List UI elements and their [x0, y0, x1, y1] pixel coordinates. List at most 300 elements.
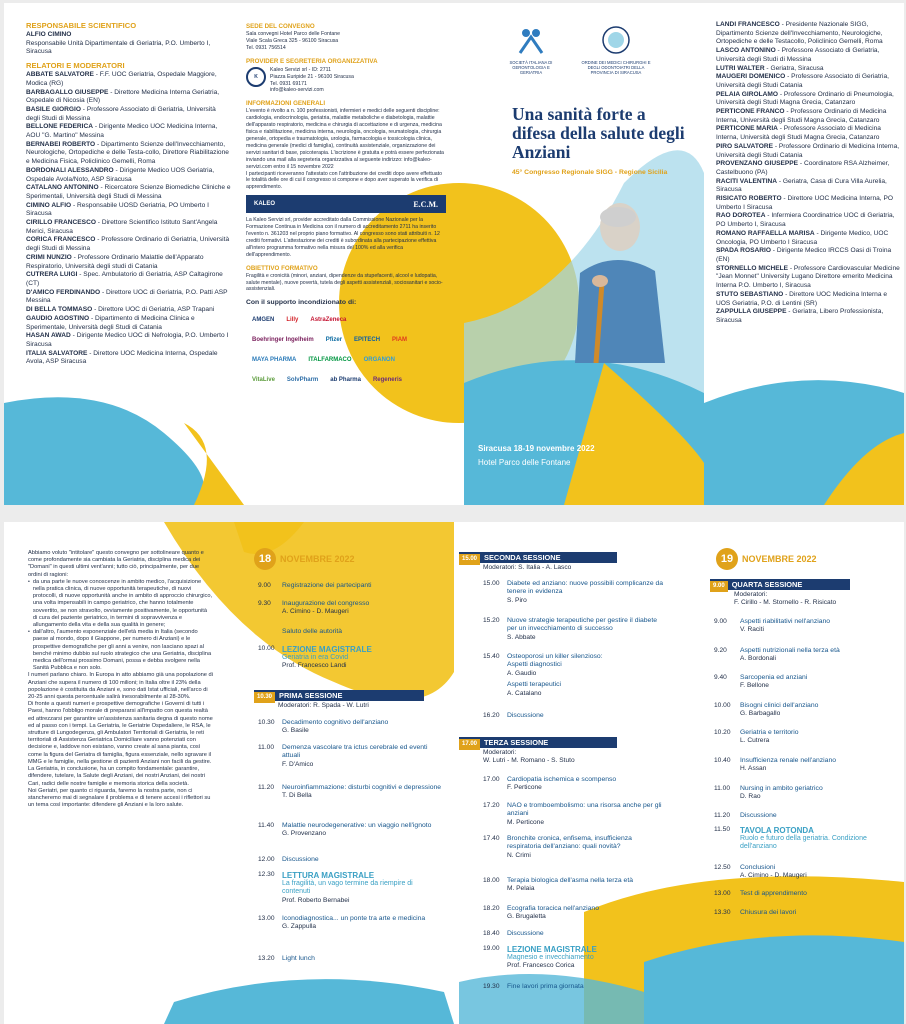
item-time: 19.00: [483, 945, 500, 952]
relatore-desc: - Professore Associato di Geriatria, Università degli Studi di Messina: [26, 105, 216, 122]
item-body: [507, 802, 667, 827]
intro-bullet-1: [28, 579, 213, 629]
item-time: 15.00: [483, 580, 500, 587]
item-body: [740, 785, 890, 802]
session-title: TERZA SESSIONE: [484, 738, 549, 747]
kaleo-label: KALEO: [254, 201, 275, 208]
relatore-desc: - Direttore UOC Medicina Interna, PO Umberto I Siracusa: [716, 195, 893, 211]
provider-line: info@kaleo-servizi.com: [270, 87, 324, 94]
item-speaker: G. Zappulla: [282, 923, 317, 931]
relatore-name: GAUDIO AGOSTINO: [26, 314, 90, 322]
item-body: [507, 930, 667, 938]
cover-dates: Siracusa 18-19 novembre 2022: [478, 444, 595, 453]
item-time: 9.30: [258, 600, 271, 607]
session-title: QUARTA SESSIONE: [731, 580, 803, 589]
relatore-entry: [26, 315, 231, 332]
intro-p3: Di fronte a questi numeri e prospettive demografiche i Governi di tutti i Paesi, hanno l'obbligo morale di prepararsi all'impatto con questa realtà ed attrezzarsi per garantire un'assistenza sanitaria degna di questo nome ed al passo con i tempi. La Geriatria, le Geriatrie Ospedaliere, le RSA, le strutture di Lungodegenza, gli Ambulatori Territoriali di Geriatria, le reti territoriali di Assistenza Geriatrica Domiciliare vanno potenziati con decisione e, laddove non esistano, vanno create al sana pianta, così come la figura del Geriatra di famiglia, figura essenziale, nello sgravare il MMG e le famiglie, nella gestione di pazienti Anziani non facili da gestire.: [28, 701, 213, 765]
item-title: Aspetti riabilitativi nell'anziano: [740, 618, 831, 625]
relatore-name: BERNABEI ROBERTO: [26, 140, 96, 148]
relatore-name: D'AMICO FERDINANDO: [26, 288, 101, 296]
item-speaker: G. Barbagallo: [740, 710, 781, 718]
item-speaker: A. Catalano: [507, 689, 542, 697]
ecm-logo: E.C.M.: [413, 199, 438, 209]
item-title: Insufficienza renale nell'anziano: [740, 757, 837, 764]
item-time: 17.00: [483, 776, 500, 783]
responsabile-desc: Responsabile Unità Dipartimentale di Geriatria, P.O. Umberto I, Siracusa: [26, 39, 211, 56]
relatore-desc: - Professore Ordinario di Medicina Interna, Università degli Studi Magna Grecia, Catanzaro: [716, 108, 887, 124]
intro-bullet-2: [28, 629, 213, 672]
item-time: 9.00: [714, 618, 727, 625]
sponsor-logo: VitaLive: [252, 377, 275, 384]
session-bar: [459, 737, 617, 748]
item-time: 17.40: [483, 835, 500, 842]
item-subtopic: Aspetti diagnostici: [507, 661, 562, 669]
intro-b1: da una parte le nuove conoscenze in ambito medico, l'acquisizione nella pratica clinica, di nuove opportunità terapeutiche, di nuovi protocolli, di nuove opportunità anche in ambito di approccio chirurgico, una volta impensabili in campo geriatrico, che hanno totalmente sovvertito, se non stravolto, ovviamente positivamente, le opportunità di cura del paziente geriatrico, in termini di sopravvivenza e allungamento della vita e della sua qualità in genere;: [32, 578, 213, 629]
item-speaker: F. Bellone: [740, 682, 769, 690]
relatore-entry: [716, 65, 900, 74]
brochure-inside: [4, 522, 904, 1024]
info-column: [246, 23, 446, 505]
relatore-name: PERTICONE MARIA: [716, 125, 778, 133]
obiettivo-heading: OBIETTIVO FORMATIVO: [246, 264, 318, 272]
sede-line: Sala convegni Hotel Parco delle Fontane: [246, 31, 341, 37]
relatore-entry: [716, 47, 900, 64]
day1-month: NOVEMBRE 2022: [280, 554, 355, 564]
item-title: Neuroinfiammazione: disturbi cognitivi e depressione: [282, 784, 442, 791]
sponsor-logo: AMGEN: [252, 317, 275, 324]
item-subtitle: Magnesio e invecchiamento: [507, 954, 594, 961]
relatore-entry: [26, 106, 231, 123]
item-body: [740, 757, 890, 774]
relatore-name: HASAN AWAD: [26, 332, 71, 340]
relatore-name: BASILE GIORGIO: [26, 105, 81, 113]
item-title: Iconodiagnostica... un ponte tra arte e medicina: [282, 915, 426, 922]
day1-num: 18: [254, 548, 276, 570]
relatore-entry: [716, 195, 900, 212]
item-body: [507, 835, 667, 860]
day1-afternoon-column: [459, 522, 674, 1024]
relatore-desc: - Professore Associato di Medicina Interna, Università degli Studi Magna Grecia, Catanzaro: [716, 125, 881, 142]
session-title: SECONDA SESSIONE: [484, 553, 561, 562]
sponsor-logo: ab Pharma: [330, 377, 361, 384]
day1-morning-column: [254, 522, 444, 1024]
item-body: [282, 645, 442, 671]
relatore-name: LASCO ANTONINO: [716, 47, 776, 55]
item-body: [282, 955, 442, 963]
item-body: [282, 915, 442, 932]
item-body: [740, 702, 890, 719]
relatore-desc: - Geriatra, Casa di Cura Villa Aurelia, Siracusa: [716, 177, 887, 194]
item-time: 12.50: [714, 864, 731, 871]
responsabile-name: ALFIO CIMINO: [26, 31, 72, 38]
item-title: LETTURA MAGISTRALE: [282, 871, 375, 880]
item-body: [507, 905, 667, 922]
relatori-list-right: [716, 21, 900, 326]
relatore-desc: - Direttore UOC Medicina Interna, Ospedale Avola, ASP Siracusa: [26, 349, 218, 366]
item-title: Terapia biologica dell'asma nella terza età: [507, 877, 633, 884]
relatore-entry: [716, 212, 900, 229]
relatore-name: CIMINO ALFIO: [26, 201, 72, 209]
item-time: 11.00: [258, 744, 275, 751]
relatore-entry: [26, 202, 231, 219]
relatore-desc: - Dipartimento Scienze dell'Invecchiamento, Neurologiche, Ortopediche e delle Testa-collo, Direttore Riabilitazione e Medicina Fisica, Policlinico Gemelli, Roma: [26, 140, 229, 166]
relatore-desc: - Professore Ordinario Malattie dell'Apparato Respiratorio, Università degli studi di Catania: [26, 253, 204, 270]
relatore-desc: - Presidente Nazionale SIGG, Dipartimento Scienze dell'Invecchiamento, Neurologiche, Ortopediche e delle Testacollo, Policlinico Gemelli, Roma: [716, 21, 883, 46]
relatore-entry: [716, 291, 900, 308]
relatore-entry: [716, 247, 900, 264]
session-moderators-names: F. Cirillo - M. Stornello - R. Risicato: [734, 599, 837, 606]
ordine-seal-icon: [601, 25, 631, 55]
relatore-name: CRIMI NUNZIO: [26, 253, 72, 261]
session-time: 10.30: [254, 692, 275, 703]
relatore-name: CIRILLO FRANCESCO: [26, 219, 96, 227]
cover-venue: Hotel Parco delle Fontane: [478, 458, 571, 467]
intro-b2: dall'altro, l'aumento esponenziale dell'età media in Italia (secondo paese al mondo, dopo il Giappone, per numero di Anziani) e le prospettive demografiche per gli anni a venire, non lasciano spazi al benché minimo dubbio sul ruolo strategico che una Geriatria, disciplina medica dell'ormai prossimo Domani, possa e debba svolgere nella Sanità Pubblica e non solo.: [32, 629, 212, 672]
relatore-entry: [26, 184, 231, 201]
item-body: [507, 617, 667, 642]
relatore-name: PERTICONE FRANCO: [716, 108, 785, 116]
sponsor-logos: [246, 310, 421, 390]
item-body: [740, 647, 890, 664]
item-time: 15.40: [483, 653, 500, 660]
day1-header: [254, 548, 355, 570]
provider-heading: PROVIDER E SEGRETERIA ORGANIZZATIVA: [246, 57, 378, 65]
item-body: [282, 871, 442, 905]
item-time: 11.20: [258, 784, 275, 791]
intro-p2: I numeri parlano chiaro. In Europa in atto abbiamo già una popolazione di Anziani che supera il numero di 100 milioni; in Italia oltre il 23% della popolazione è costituita da Anziani e, sono dati Istat ufficiali, nell'arco di 20-25 anni questa percentuale salirà inesorabilmente al 28-30%.: [28, 672, 213, 701]
item-subtitle: Geriatria in era Covid: [282, 654, 349, 661]
item-time: 10.30: [258, 719, 275, 726]
item-body: [282, 822, 442, 839]
ordine-logo: [576, 25, 656, 75]
sponsor-logo: Lilly: [286, 317, 299, 324]
relatore-name: ROMANO RAFFAELLA MARISA: [716, 229, 815, 237]
intro-column: [28, 550, 213, 1024]
item-title: Inaugurazione del congresso: [282, 600, 370, 607]
cover-subtitle: 45° Congresso Regionale SIGG - Regione Sicilia: [512, 169, 668, 176]
item-body: [507, 983, 667, 991]
relatore-desc: - Direttore UOC di Geriatria, P.O. Patti ASP Messina: [26, 288, 228, 305]
item-title: Aspetti nutrizionali nella terza età: [740, 647, 840, 654]
relatore-entry: [716, 125, 900, 142]
relatore-name: SPADA ROSARIO: [716, 247, 771, 255]
relatore-desc: - Coordinatore RSA Alzheimer, Castelbuono (PA): [716, 160, 890, 176]
relatore-entry: [716, 265, 900, 291]
item-body: [740, 890, 890, 898]
item-body: [507, 776, 667, 793]
sede-line: Tel. 0931 756514: [246, 44, 286, 51]
relatore-name: RACITI VALENTINA: [716, 177, 778, 185]
item-title: Discussione: [282, 856, 319, 863]
relatore-entry: [26, 350, 231, 367]
item-speaker: Prof. Francesco Landi: [282, 662, 347, 670]
item-body: [740, 618, 890, 635]
item-title: Registrazione dei partecipanti: [282, 582, 372, 589]
relatore-entry: [26, 219, 231, 236]
item-title: Discussione: [507, 930, 544, 937]
relatore-desc: - Professore Associato di Geriatria, Università degli Studi di Messina: [716, 47, 880, 63]
item-time: 10.00: [714, 702, 731, 709]
item-title: Nursing in ambito geriatrico: [740, 785, 823, 792]
sponsor-logo: ORGANON: [363, 357, 395, 364]
item-time: 12.00: [258, 856, 275, 863]
relatore-desc: - Professore Ordinario di Geriatria, Università degli Studi di Messina: [26, 236, 230, 253]
relatore-name: PELAIA GIROLAMO: [716, 90, 779, 98]
item-body: [740, 812, 890, 820]
sponsor-logo: AstraZeneca: [310, 317, 347, 324]
item-time: 9.40: [714, 674, 727, 681]
relatore-desc: - Direttore UOC di Geriatria, ASP Trapani: [92, 306, 215, 314]
provider-block: [246, 67, 446, 95]
item-time: 11.50: [714, 826, 731, 833]
relatore-desc: - Infermiera Coordinatrice UOC di Geriatria, PO Umberto I, Siracusa: [716, 212, 895, 229]
relatore-desc: - Professore Associato di Geriatria, Università degli Studi Catania: [716, 73, 889, 89]
session-moderators: Moderatori:: [734, 591, 768, 598]
item-subtitle: La fragilità, un vago termine da riempire di contenuti: [282, 880, 413, 896]
item-body: [740, 826, 890, 852]
item-title: Sarcopenia ed anziani: [740, 674, 808, 681]
provider-line: Kaleo Servizi srl - ID: 2711: [270, 66, 332, 73]
item-title: Diabete ed anziano: nuove possibili complicanze da tenere in evidenza: [507, 580, 664, 596]
item-speaker: F. Perticone: [507, 784, 542, 792]
bullet-icon: •: [28, 578, 30, 585]
item-body: [282, 784, 442, 801]
item-body: [740, 674, 890, 691]
relatore-desc: - Professore Cardiovascular Medicine "Jean Monnet" University Lugano Direttore emerito Medicina Interna P.O. Umberto I, Siracusa: [716, 264, 900, 290]
relatore-desc: - Professore Ordinario di Pneumologia, Università degli Studi Magna Grecia, Catanzaro: [716, 90, 894, 107]
item-body: [282, 600, 442, 617]
relatore-name: BARBAGALLO GIUSEPPE: [26, 88, 109, 96]
session-moderators: Moderatori:: [483, 749, 517, 756]
day2-header: [716, 548, 817, 570]
session-time: 17.00: [459, 739, 480, 750]
sigg-logo-icon: [516, 25, 546, 55]
relatore-entry: [716, 230, 900, 247]
info-text-2: I partecipanti riceveranno l'attestato con l'attribuzione dei crediti dopo avere effettuato le totalità delle ore di cui il congresso si compone e dopo aver superato la verifica di apprendimento.: [246, 170, 442, 191]
item-time: 17.20: [483, 802, 500, 809]
relatore-name: LANDI FRANCESCO: [716, 21, 780, 28]
relatore-name: STUTO SEBASTIANO: [716, 290, 784, 298]
item-body: [507, 653, 667, 698]
item-time: 13.20: [258, 955, 275, 962]
cover-panel: [464, 3, 704, 505]
relatore-entry: [26, 236, 231, 253]
relatore-entry: [716, 178, 900, 195]
item-body: [507, 580, 667, 605]
item-title: LEZIONE MAGISTRALE: [282, 645, 372, 654]
relatore-name: BELLONE FEDERICA: [26, 123, 94, 131]
item-title: NAO e tromboembolismo: una risorsa anche per gli anziani: [507, 802, 662, 818]
relatore-name: RISICATO ROBERTO: [716, 195, 782, 203]
sponsor-logo: PIAM: [392, 337, 408, 344]
item-time: 11.20: [714, 812, 731, 819]
relatore-name: MAUGERI DOMENICO: [716, 73, 786, 81]
relatore-name: DI BELLA TOMMASO: [26, 306, 93, 314]
item-speaker: M. Perticone: [507, 818, 545, 826]
item-body: [507, 712, 667, 720]
sigg-logo: [506, 25, 556, 75]
intro-p1: Abbiamo voluto "intitolare" questo convegno per sottolineare quanto e come profondamente sia cambiata la Geriatria, disciplina medica dei "Domani" in questi ultimi vent'anni; tutto ciò, principalmente, per due ordini di ragioni:: [28, 550, 204, 578]
relatore-name: BORDONALI ALESSANDRO: [26, 166, 114, 174]
cover-title: Una sanità forte a difesa della salute degli Anziani: [512, 104, 685, 162]
relatore-entry: [26, 167, 231, 184]
relatore-entry: [26, 289, 231, 306]
item-time: 10.00: [258, 645, 275, 652]
item-speaker: V. Raciti: [740, 626, 764, 634]
relatore-entry: [716, 108, 900, 125]
relatore-entry: [716, 21, 900, 47]
sponsor-logo: EPITECH: [354, 337, 381, 344]
item-subtopic: Aspetti terapeutici: [507, 681, 562, 689]
item-title: Cardiopatia ischemica e scompenso: [507, 776, 617, 783]
item-body: [740, 909, 890, 917]
item-time: 9.00: [258, 582, 271, 589]
item-time: 19.30: [483, 983, 500, 990]
sigg-label: SOCIETÀ ITALIANA DI GERONTOLOGIA E GERIATRIA: [509, 60, 553, 75]
relatore-desc: - Direttore Scientifico Istituto Sant'Angela Merici, Siracusa: [26, 219, 218, 235]
relatori-list: [26, 71, 231, 367]
relatore-name: STORNELLO MICHELE: [716, 264, 789, 272]
sponsor-logo: MAYA PHARMA: [252, 357, 297, 364]
item-title: Osteoporosi un killer silenzioso:: [507, 653, 603, 660]
item-speaker: G. Provenzano: [282, 830, 326, 838]
item-time: 12.30: [258, 871, 275, 878]
elderly-man-photo: [560, 193, 670, 363]
item-title: Ecografia toracica nell'anziano: [507, 905, 599, 912]
provider-line: Piazza Euripide 21 - 96100 Siracusa: [270, 73, 354, 80]
item-speaker: A. Gaudio: [507, 669, 537, 677]
day2-num: 19: [716, 548, 738, 570]
relatori-column-right: [716, 21, 900, 505]
relatori-column-left: [26, 21, 231, 505]
item-body: [507, 945, 667, 971]
item-title: Fine lavori prima giornata: [507, 983, 584, 990]
item-speaker: A. Cimino - D. Maugeri: [282, 608, 349, 616]
relatore-entry: [26, 254, 231, 271]
relatore-name: CATALANO ANTONINO: [26, 184, 99, 192]
item-time: 18.40: [483, 930, 500, 937]
relatore-entry: [26, 141, 231, 167]
session-moderators: Moderatori: R. Spada - W. Lutri: [278, 702, 369, 709]
item-title: Conclusioni: [740, 864, 776, 871]
item-body: [282, 856, 442, 864]
day2-month: NOVEMBRE 2022: [742, 554, 817, 564]
item-time: 9.20: [714, 647, 727, 654]
item-speaker: M. Pelaia: [507, 885, 535, 893]
relatore-desc: - Geriatra, Siracusa: [764, 64, 824, 72]
item-title: Discussione: [740, 812, 777, 819]
ordine-label: ORDINE DEI MEDICI CHIRURGHI E DEGLI ODONTOIATRI DELLA PROVINCIA DI SIRACUSA: [581, 60, 651, 75]
provider-line: Tel. 0931 69171: [270, 80, 307, 87]
session-bar: [710, 579, 850, 590]
relatore-entry: [716, 73, 900, 90]
item-title: Demenza vascolare tra ictus cerebrale ed eventi attuali: [282, 744, 428, 760]
relatore-name: CUTRERA LUIGI: [26, 271, 78, 279]
info-text: L'evento è rivolto a n. 100 professionisti, infermieri e medici delle seguenti discipline: cardiologia, endocrinologia, geriatria, malattie metaboliche e diabetologia, malattie dell'apparato respiratorio, medicina e chirurgia di accettazione e di urgenza, medicina fisica e riabilitazione, medicina interna, neurologia, oncologia, reumatologia, chirurgia generale, ortopedia e traumatologia, urologia, farmacologia e tossicologia clinica, medicina generale (medici di famiglia), continuità assistenziale, organizzazione dei servizi sanitari di base, psicoterapia. L'iscrizione è gratuita e potrà essere perfezionata inviando una mail alla segreteria organizzativa al seguente indirizzo: info@kaleo-servizi.com entro il 15 novembre 2022: [246, 108, 444, 170]
item-title: Decadimento cognitivo dell'anziano: [282, 719, 389, 726]
relatore-desc: - Dirigente Medico, UOC Oncologia, PO Umberto I Siracusa: [716, 229, 889, 246]
item-title: LEZIONE MAGISTRALE: [507, 945, 597, 954]
item-subtitle: Ruolo e futuro della geriatria. Condizione dell'anziano: [740, 835, 867, 851]
item-title: TAVOLA ROTONDA: [740, 826, 814, 835]
relatore-desc: - Ricercatore Scienze Biomediche Cliniche e Sperimentali, Università degli Studi di Messina: [26, 184, 231, 200]
item-time: 10.20: [714, 729, 731, 736]
relatore-desc: - Dirigente Medico UOC di Nefrologia, P.O. Umberto I Siracusa: [26, 332, 229, 348]
item-time: 11.40: [258, 822, 275, 829]
relatore-entry: [26, 89, 231, 106]
session-moderators: Moderatori: S. Italia - A. Lasco: [483, 564, 572, 571]
bullet-icon: •: [28, 629, 30, 636]
session-title: PRIMA SESSIONE: [279, 691, 343, 700]
sponsor-logo: Boehringer Ingelheim: [252, 337, 314, 344]
relatore-desc: - Dirigente Medico IRCCS Oasi di Troina (EN): [716, 247, 892, 263]
item-title: Nuove strategie terapeutiche per gestire il diabete per un invecchiamento di successo: [507, 617, 657, 633]
relatore-name: CORICA FRANCESCO: [26, 236, 96, 244]
item-speaker: L. Cutrera: [740, 737, 770, 745]
relatore-entry: [716, 308, 900, 325]
item-time: 13.00: [714, 890, 731, 897]
item-title: Bronchite cronica, enfisema, insufficienza respiratoria dell'anziano: quali novità?: [507, 835, 632, 851]
item-speaker: A. Cimino - D. Maugeri: [740, 872, 807, 880]
relatore-name: PIRO SALVATORE: [716, 142, 774, 150]
item-body: [740, 864, 890, 881]
item-time: 18.00: [483, 877, 500, 884]
ecm-text: La Kaleo Servizi srl, provider accreditato dalla Commissione Nazionale per la Formazione Continua in Medicina con il numero di accreditamento 2711 ha inserito l'evento n. 361203 nel proprio piano formativo. Al congresso sono stati attribuiti n. 12 crediti formativi. L'attestazione dei crediti è subordinata alla partecipazione effettiva all'intero programma formativo nella misura del 100% ed alla verifica dell'apprendimento.: [246, 217, 440, 258]
relatore-desc: - Direttore Medicina Interna Geriatria, Ospedale di Nicosia (EN): [26, 88, 220, 105]
item-body: [282, 628, 442, 636]
relatore-name: LUTRI WALTER: [716, 64, 765, 72]
relatore-name: RAO DOROTEA: [716, 212, 766, 220]
relatore-desc: - F.F. UOC Geriatria, Ospedale Maggiore, Modica (RG): [26, 71, 217, 87]
item-speaker: G. Brugaletta: [507, 913, 546, 921]
relatore-name: ABBATE SALVATORE: [26, 71, 94, 79]
relatore-desc: - Dipartimento di Medicina Clinica e Sperimentale, Università degli Studi di Catania: [26, 314, 195, 331]
info-heading: INFORMAZIONI GENERALI: [246, 100, 326, 108]
item-time: 10.40: [714, 757, 731, 764]
brochure-outside: [4, 3, 904, 505]
session-time: 15.00: [459, 554, 480, 565]
item-body: [740, 729, 890, 746]
day2-column: [710, 522, 900, 1024]
relatore-desc: - Direttore UOC Medicina Interna e UOS Geriatria, P.O. di Lentini (SR): [716, 290, 888, 307]
sponsor-logo: Pfizer: [325, 337, 343, 344]
item-time: 16.20: [483, 712, 500, 719]
item-title: Test di apprendimento: [740, 890, 807, 897]
relatore-entry: [716, 160, 900, 177]
item-title: Malattie neurodegenerative: un viaggio nell'ignoto: [282, 822, 432, 829]
relatore-entry: [26, 123, 231, 140]
item-time: 13.00: [258, 915, 275, 922]
intro-p4: La Geriatria, in conclusione, ha un compito fondamentale: garantire, difendere, tutelare, la Salute degli Anziani, dei nostri Anziani, dei nostri Cari, radici delle nostre famiglie e memoria storica della società.: [28, 766, 206, 787]
item-title: Discussione: [507, 712, 544, 719]
item-speaker: S. Abbate: [507, 633, 536, 641]
sponsor-logo: ITALFARMACO: [308, 357, 352, 364]
provider-lines: [270, 67, 354, 95]
item-speaker: F. D'Amico: [282, 760, 314, 768]
relatore-entry: [716, 143, 900, 160]
item-body: [282, 582, 442, 590]
sede-heading: SEDE DEL CONVEGNO: [246, 23, 315, 30]
sede-line: Viale Scala Greca 325 - 96100 Siracusa: [246, 37, 339, 44]
item-speaker: D. Rao: [740, 793, 761, 801]
item-speaker: Prof. Roberto Bernabei: [282, 896, 350, 904]
session-time: 9.00: [710, 581, 728, 592]
sponsor-logo: Regeneris: [372, 377, 402, 384]
relatore-desc: - Professore Ordinario di Medicina Interna, Università degli Studi Catania: [716, 142, 900, 159]
item-time: 15.20: [483, 617, 500, 624]
relatore-entry: [26, 271, 231, 288]
item-body: [282, 744, 442, 769]
